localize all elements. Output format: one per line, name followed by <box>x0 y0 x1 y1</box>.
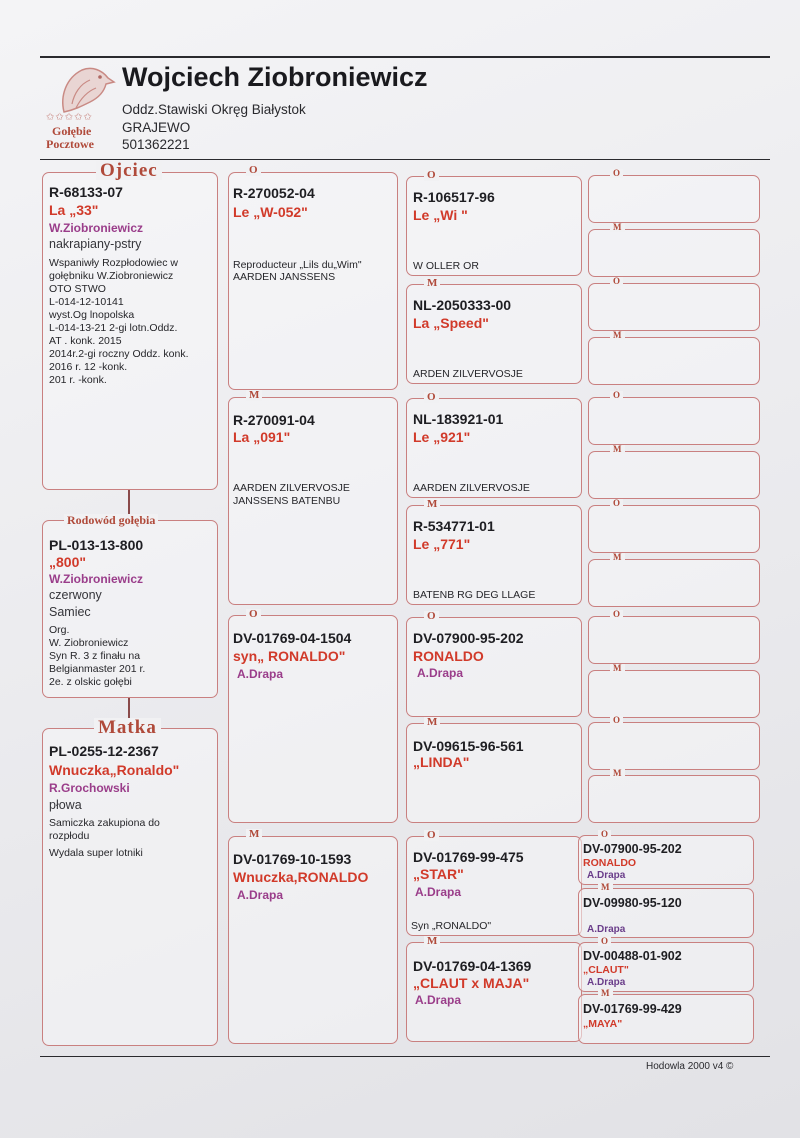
gen4-ring: DV-09980-95-120 <box>583 896 682 910</box>
gen4-card-empty <box>588 616 760 664</box>
gen2-card-father-mother <box>228 397 398 605</box>
subject-note: W. Ziobroniewicz <box>49 637 129 649</box>
gen3-ring: DV-09615-96-561 <box>413 738 524 754</box>
gen4-card <box>578 888 754 938</box>
gen3-name: Le „921" <box>413 429 471 445</box>
father-label: Ojciec <box>96 161 162 180</box>
gen3-card <box>406 176 582 276</box>
gen3-card <box>406 398 582 498</box>
gen3-name: „LINDA" <box>413 754 470 770</box>
gen3-note: Syn „RONALDO" <box>411 920 492 932</box>
gen4-owner: A.Drapa <box>587 924 626 935</box>
gen4-name: „MAYA" <box>583 1018 623 1030</box>
gen2-note: JANSSENS BATENBU <box>233 495 341 507</box>
pigeon-logo-icon <box>44 60 116 116</box>
sex-label-o: O <box>246 165 261 176</box>
sex-label-o: O <box>424 830 439 841</box>
sex-label-o: O <box>246 609 261 620</box>
gen3-note: ARDEN ZILVERVOSJE <box>413 368 523 380</box>
father-name: La „33" <box>49 202 99 218</box>
gen3-ring: NL-2050333-00 <box>413 297 512 313</box>
gen3-card <box>406 505 582 605</box>
logo-stars: ✩✩✩✩✩ <box>46 112 93 123</box>
sex-label-o: O <box>598 937 611 946</box>
sex-label-o: O <box>610 169 623 178</box>
mother-ring: PL-0255-12-2367 <box>49 743 159 759</box>
father-card <box>42 172 218 490</box>
sex-label-o: O <box>610 499 623 508</box>
sex-label-o: O <box>610 716 623 725</box>
father-note: L-014-12-10141 <box>49 296 124 308</box>
gen2-card-father-father <box>228 172 398 390</box>
gen4-owner: A.Drapa <box>587 870 626 881</box>
father-note: AT . konk. 2015 <box>49 335 122 347</box>
sex-label-m: M <box>598 989 613 998</box>
breeder-branch: Oddz.Stawiski Okręg Białystok <box>122 102 306 117</box>
gen3-ring: NL-183921-01 <box>413 411 504 427</box>
subject-note: Org. <box>49 624 70 636</box>
gen3-ring: R-106517-96 <box>413 189 495 205</box>
gen4-owner: A.Drapa <box>587 977 626 988</box>
mother-label: Matka <box>94 718 161 737</box>
sex-label-m: M <box>610 664 625 673</box>
logo-text-1: Gołębie <box>52 124 92 138</box>
father-owner: W.Ziobroniewicz <box>49 221 144 235</box>
gen2-owner: A.Drapa <box>237 667 284 681</box>
gen4-card-empty <box>588 175 760 223</box>
gen3-name: Le „Wi " <box>413 207 468 223</box>
gen3-name: RONALDO <box>413 648 484 664</box>
subject-note: Belgianmaster 201 r. <box>49 663 146 675</box>
gen4-card-empty <box>588 337 760 385</box>
gen3-owner: A.Drapa <box>415 993 462 1007</box>
father-color: nakrapiany-pstry <box>49 237 142 251</box>
gen3-note: W OLLER OR <box>413 260 479 272</box>
breeder-name: Wojciech Ziobroniewicz <box>122 62 428 92</box>
gen3-ring: DV-01769-99-475 <box>413 849 524 865</box>
gen2-name: Le „W-052" <box>233 204 308 220</box>
father-note: gołębniku W.Ziobroniewicz <box>49 270 174 282</box>
gen3-card <box>406 617 582 717</box>
sex-label-o: O <box>598 830 611 839</box>
gen2-ring: DV-01769-10-1593 <box>233 851 352 867</box>
subject-note: 2e. z olskic gołębi <box>49 676 132 688</box>
logo <box>44 60 116 152</box>
subject-sex: Samiec <box>49 605 91 619</box>
gen2-owner: A.Drapa <box>237 888 284 902</box>
gen4-card-empty <box>588 451 760 499</box>
pedigree-label: Rodowód gołębia <box>64 514 158 526</box>
gen3-ring: DV-07900-95-202 <box>413 630 524 646</box>
gen4-card-empty <box>588 775 760 823</box>
gen2-card-mother-father <box>228 615 398 823</box>
sex-label-o: O <box>424 170 439 181</box>
gen2-note: AARDEN JANSSENS <box>233 271 336 283</box>
subject-ring: PL-013-13-800 <box>49 537 144 553</box>
gen4-card <box>578 835 754 885</box>
mother-owner: R.Grochowski <box>49 781 130 795</box>
sex-label-o: O <box>610 610 623 619</box>
gen4-name: „CLAUT" <box>583 964 629 976</box>
mother-note: rozpłodu <box>49 830 90 842</box>
breeder-phone: 501362221 <box>122 137 190 152</box>
gen3-note: AARDEN ZILVERVOSJE <box>413 482 530 494</box>
gen4-card-empty <box>588 397 760 445</box>
gen4-card-empty <box>588 670 760 718</box>
gen3-name: „CLAUT x MAJA" <box>413 975 530 991</box>
father-note: 2014r.2-gi roczny Oddz. konk. <box>49 348 189 360</box>
gen2-card-mother-mother <box>228 836 398 1044</box>
gen2-note: AARDEN ZILVERVOSJE <box>233 482 350 494</box>
subject-color: czerwony <box>49 588 102 602</box>
gen3-owner: A.Drapa <box>415 885 462 899</box>
sex-label-m: M <box>610 553 625 562</box>
father-note: OTO STWO <box>49 283 106 295</box>
sex-label-m: M <box>610 223 625 232</box>
gen3-card <box>406 942 582 1042</box>
top-rule <box>40 56 770 58</box>
gen4-card-empty <box>588 559 760 607</box>
gen2-name: syn„ RONALDO" <box>233 648 346 664</box>
gen4-card-empty <box>588 283 760 331</box>
footer-rule <box>40 1056 770 1057</box>
mother-note: Wydala super lotniki <box>49 847 143 859</box>
gen4-name: RONALDO <box>583 857 637 869</box>
father-note: Wspaniwły Rozpłodowiec w <box>49 257 178 269</box>
gen3-card <box>406 723 582 823</box>
gen3-ring: R-534771-01 <box>413 518 495 534</box>
sex-label-m: M <box>424 499 440 510</box>
gen2-ring: DV-01769-04-1504 <box>233 630 352 646</box>
gen4-ring: DV-07900-95-202 <box>583 842 682 856</box>
sex-label-m: M <box>598 883 613 892</box>
gen4-ring: DV-01769-99-429 <box>583 1002 682 1016</box>
father-note: 201 r. -konk. <box>49 374 107 386</box>
gen4-card <box>578 942 754 992</box>
connector <box>128 698 130 718</box>
father-note: L-014-13-21 2-gi lotn.Oddz. <box>49 322 178 334</box>
gen3-name: „STAR" <box>413 866 464 882</box>
sex-label-o: O <box>424 611 439 622</box>
gen4-card-empty <box>588 505 760 553</box>
gen4-card <box>578 994 754 1044</box>
gen4-card-empty <box>588 722 760 770</box>
father-ring: R-68133-07 <box>49 184 123 200</box>
sex-label-m: M <box>610 331 625 340</box>
sex-label-m: M <box>424 717 440 728</box>
sex-label-m: M <box>610 769 625 778</box>
father-note: 2016 r. 12 -konk. <box>49 361 128 373</box>
sex-label-m: M <box>610 445 625 454</box>
gen2-name: La „091" <box>233 429 291 445</box>
gen3-name: La „Speed" <box>413 315 489 331</box>
mother-color: płowa <box>49 798 82 812</box>
mother-card <box>42 728 218 1046</box>
gen2-name: Wnuczka,RONALDO <box>233 869 369 885</box>
gen3-ring: DV-01769-04-1369 <box>413 958 532 974</box>
subject-note: Syn R. 3 z finału na <box>49 650 141 662</box>
sex-label-o: O <box>610 277 623 286</box>
gen4-ring: DV-00488-01-902 <box>583 949 682 963</box>
gen2-ring: R-270091-04 <box>233 412 315 428</box>
father-note: wyst.Og lnopolska <box>49 309 135 321</box>
footer-software: Hodowla 2000 v4 © <box>646 1061 734 1072</box>
gen3-card <box>406 284 582 384</box>
mother-name: Wnuczka„Ronaldo" <box>49 762 180 778</box>
logo-text-2: Pocztowe <box>46 137 94 151</box>
gen3-note: BATENB RG DEG LLAGE <box>413 589 536 601</box>
gen3-owner: A.Drapa <box>417 666 464 680</box>
subject-owner: W.Ziobroniewicz <box>49 572 144 586</box>
subject-name: „800" <box>49 554 86 570</box>
gen2-note: Reproducteur „Lils du„Wim" <box>233 259 362 271</box>
subject-card <box>42 520 218 698</box>
gen3-name: Le „771" <box>413 536 471 552</box>
mother-note: Samiczka zakupiona do <box>49 817 160 829</box>
sex-label-o: O <box>610 391 623 400</box>
gen4-card-empty <box>588 229 760 277</box>
sex-label-m: M <box>246 829 262 840</box>
gen2-ring: R-270052-04 <box>233 185 315 201</box>
gen3-card <box>406 836 582 936</box>
sex-label-o: O <box>424 392 439 403</box>
sex-label-m: M <box>246 390 262 401</box>
breeder-city: GRAJEWO <box>122 120 191 135</box>
sex-label-m: M <box>424 278 440 289</box>
sex-label-m: M <box>424 936 440 947</box>
